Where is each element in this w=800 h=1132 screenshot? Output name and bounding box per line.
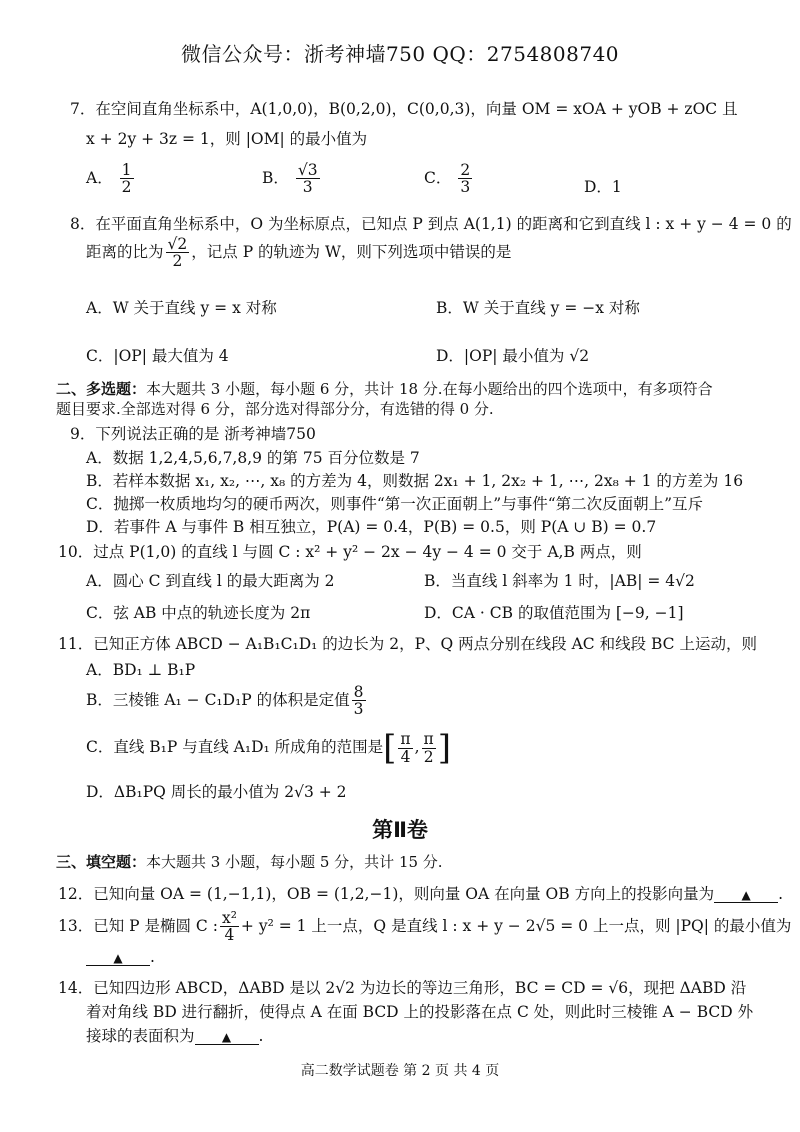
q11-c-fraction-2: $\frac{\pi}{2}$ (423, 730, 434, 766)
q11-stem: 11．已知正方体 ABCD − A₁B₁C₁D₁ 的边长为 2，P、Q 两点分别在线段 AC 和线段 BC 上运动，则 (58, 635, 757, 653)
q12-blank[interactable]: ▲ (714, 888, 778, 903)
q10-option-b: B．当直线 l 斜率为 1 时，|AB| = 4√2 (424, 572, 695, 590)
q9-option-b: B．若样本数据 x₁, x₂, ⋯, x₈ 的方差为 4，则数据 2x₁ + 1, 2x₂ + 1, ⋯, 2x₈ + 1 的方差为 16 (86, 472, 744, 490)
section3-title: 三、填空题： (56, 853, 147, 871)
q7-c-fraction: $\frac{2}{3}$ (460, 161, 471, 197)
q8-ratio-fraction: $\frac{√2}{2}$ (167, 235, 188, 271)
q9-option-a: A．数据 1,2,4,5,6,7,8,9 的第 75 百分位数是 7 (86, 449, 420, 467)
q11-b-fraction: $\frac{8}{3}$ (353, 683, 364, 719)
q7-a-fraction: $\frac{1}{2}$ (121, 161, 132, 197)
q7-line1: 7．在空间直角坐标系中，A(1,0,0)，B(0,2,0)，C(0,0,3)，向量 OM = xOA + yOB + zOC 且 (70, 100, 738, 118)
q14-line3: 接球的表面积为 ▲ . (86, 1027, 264, 1045)
section-fill-in: 三、填空题：本大题共 3 小题，每小题 5 分，共计 15 分. (56, 853, 443, 871)
q10-option-a: A．圆心 C 到直线 l 的最大距离为 2 (86, 572, 335, 590)
q8-option-c: C．|OP| 最大值为 4 (86, 347, 229, 365)
section-multiple-choice: 二、多选题：本大题共 3 小题，每小题 6 分，共计 18 分.在每小题给出的四个选项中，有多项符合 题目要求.全部选对得 6 分，部分选对得部分分，有选错的得 0 分. (56, 380, 713, 419)
q7-line2: x + 2y + 3z = 1，则 |OM| 的最小值为 (86, 130, 368, 148)
q7-a-label: A． (86, 168, 113, 187)
q8-line2: 距离的比为 $\frac{√2}{2}$ ，记点 P 的轨迹为 W，则下列选项中错误的是 (86, 235, 512, 271)
q7-c-label: C． (424, 168, 452, 187)
q9-option-c: C．抛掷一枚质地均匀的硬币两次，则事件“第一次正面朝上”与事件“第二次反面朝上”互斥 (86, 495, 704, 513)
q8-line1: 8．在平面直角坐标系中，O 为坐标原点，已知点 P 到点 A(1,1) 的距离和它到直线 l : x + y − 4 = 0 的 (70, 215, 792, 233)
q7-option-a (86, 162, 136, 196)
q11-c-fraction-1: $\frac{\pi}{4}$ (400, 730, 411, 766)
q7-option-c (424, 162, 474, 196)
q10-stem: 10．过点 P(1,0) 的直线 l 与圆 C : x² + y² − 2x − 4y − 4 = 0 交于 A,B 两点，则 (58, 543, 642, 561)
q8-option-b: B．W 关于直线 y = −x 对称 (436, 299, 640, 317)
q10-option-c: C．弦 AB 中点的轨迹长度为 2π (86, 604, 311, 622)
page-footer: 高二数学试题卷 第 2 页 共 4 页 (300, 1063, 500, 1079)
q9-stem: 9．下列说法正确的是 浙考神墙750 (70, 425, 316, 443)
q7-option-d: D．1 (584, 178, 622, 196)
q7-b-fraction: $\frac{√3}{3}$ (297, 161, 318, 197)
q11-option-a: A．BD₁ ⊥ B₁P (86, 661, 196, 679)
q13-blank-line: ▲ . (86, 948, 155, 966)
q7-option-b (262, 162, 322, 196)
q8-option-d: D．|OP| 最小值为 √2 (436, 347, 590, 365)
q12-line: 12．已知向量 OA = (1,−1,1)，OB = (1,2,−1)，则向量 OA 在向量 OB 方向上的投影向量为 ▲ . (58, 885, 784, 903)
q11-option-d: D．ΔB₁PQ 周长的最小值为 2√3 + 2 (86, 783, 347, 801)
q10-option-d: D．CA · CB 的取值范围为 [−9, −1] (424, 604, 684, 622)
q13-fraction: $\frac{\text{x²}}{4}$ (221, 909, 237, 945)
q9-option-d: D．若事件 A 与事件 B 相互独立，P(A) = 0.4，P(B) = 0.5，则 P(A ∪ B) = 0.7 (86, 518, 657, 536)
page-header: 微信公众号：浙考神墙750 QQ：2754808740 (180, 42, 620, 66)
q14-line1: 14．已知四边形 ABCD，ΔABD 是以 2√2 为边长的等边三角形，BC = CD = √6，现把 ΔABD 沿 (58, 979, 747, 997)
q13-blank[interactable]: ▲ (86, 951, 150, 966)
section2-title: 二、多选题： (56, 380, 147, 398)
q11-option-b: B．三棱锥 A₁ − C₁D₁P 的体积是定值 $\frac{8}{3}$ (86, 683, 364, 719)
q13-line: 13．已知 P 是椭圆 C : $\frac{\text{x²}}{4}$ + y² = 1 上一点，Q 是直线 l : x + y − 2√5 = 0 上一点，则 |PQ| 的最小值为 (58, 909, 792, 945)
q11-option-c: C．直线 B₁P 与直线 A₁D₁ 所成角的范围是[ $\frac{\pi}{4}$ , $\frac{\pi}{2}$ ] (86, 728, 451, 768)
q7-b-label: B． (262, 168, 289, 187)
volume-title: 第Ⅱ卷 (372, 818, 428, 842)
q14-blank[interactable]: ▲ (195, 1030, 259, 1045)
q14-line2: 着对角线 BD 进行翻折，使得点 A 在面 BCD 上的投影落在点 C 处，则此时三棱锥 A − BCD 外 (86, 1003, 754, 1021)
q8-option-a: A．W 关于直线 y = x 对称 (86, 299, 277, 317)
